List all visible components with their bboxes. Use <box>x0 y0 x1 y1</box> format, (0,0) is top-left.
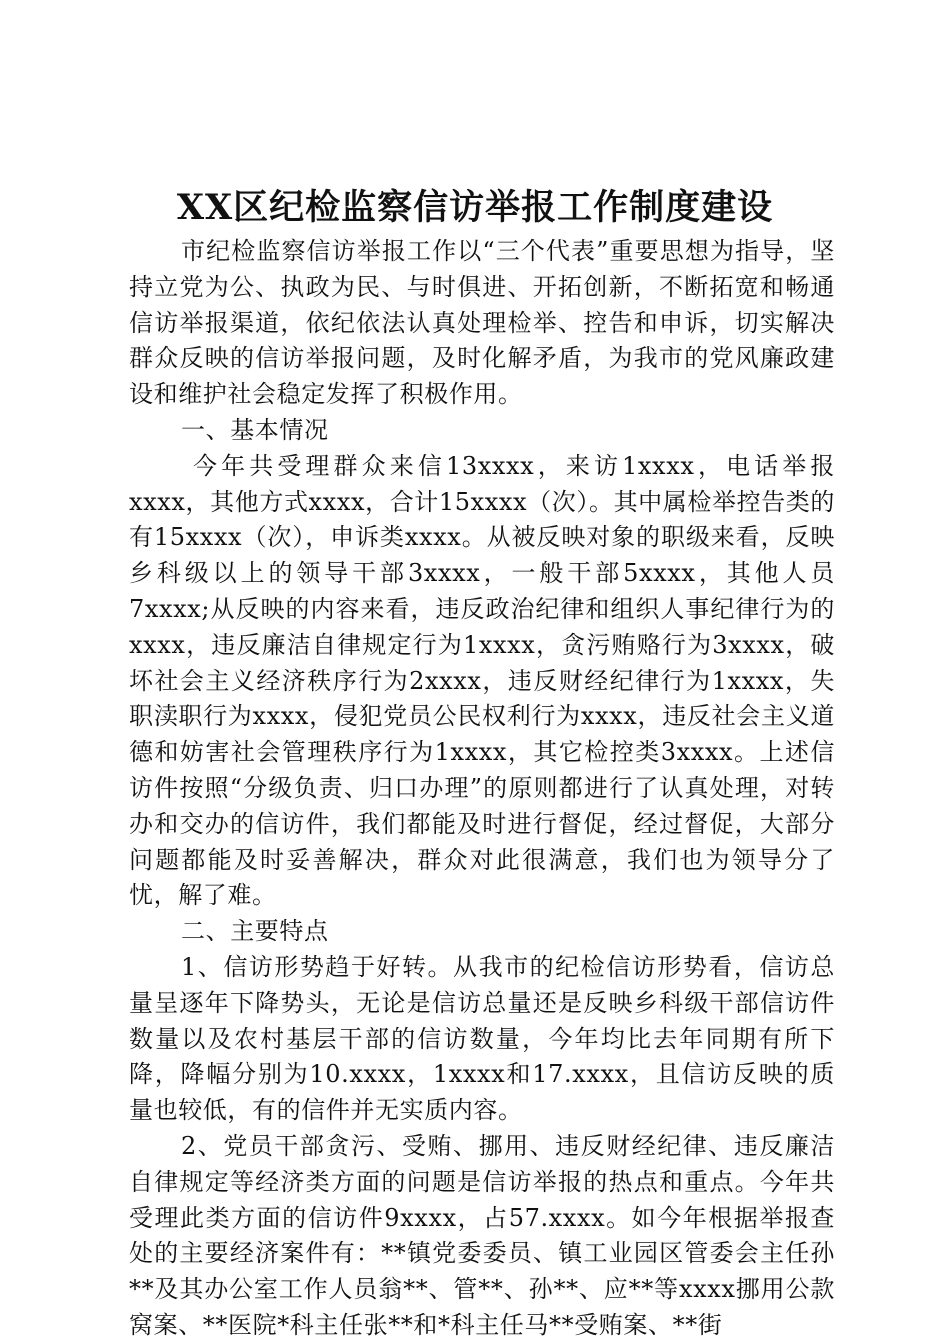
paragraph-feature-2: 2、党员干部贪污、受贿、挪用、违反财经纪律、违反廉洁自律规定等经济类方面的问题是信访举报的热点和重点。今年共受理此类方面的信访件9xxxx，占57.xxxx。如今年根据举报查处的主要经济案件有：**镇党委委员、镇工业园区管委会主任孙**及其办公室工作人员翁**、管**、孙**、应**等xxxx挪用公款窝案、**医院*科主任张**和*科主任马**受贿案、**街 <box>129 1131 835 1339</box>
document-title: XX区纪检监察信访举报工作制度建设 <box>176 187 774 228</box>
section-heading-basic: 一、基本情况 <box>181 415 329 444</box>
paragraph-intro: 市纪检监察信访举报工作以“三个代表”重要思想为指导，坚持立党为公、执政为民、与时俱进、开拓创新，不断拓宽和畅通信访举报渠道，依纪依法认真处理检举、控告和申诉，切实解决群众反映的信访举报问题，及时化解矛盾，为我市的党风廉政建设和维护社会稳定发挥了积极作用。 <box>129 237 835 409</box>
paragraph-basic-situation: 今年共受理群众来信13xxxx，来访1xxxx，电话举报xxxx，其他方式xxxx，合计15xxxx（次）。其中属检举控告类的有15xxxx（次），申诉类xxxx。从被反映对象的职级来看，反映乡科级以上的领导干部3xxxx，一般干部5xxxx，其他人员7xxxx;从反映的内容来看，违反政治纪律和组织人事纪律行为的xxxx，违反廉洁自律规定行为1xxxx，贪污贿赂行为3xxxx，破坏社会主义经济秩序行为2xxxx，违反财经纪律行为1xxxx，失职渎职行为xxxx，侵犯党员公民权利行为xxxx，违反社会主义道德和妨害社会管理秩序行为1xxxx，其它检控类3xxxx。上述信访件按照“分级负责、归口办理”的原则都进行了认真处理，对转办和交办的信访件，我们都能及时进行督促，经过督促，大部分问题都能及时妥善解决，群众对此很满意，我们也为领导分了忧，解了难。 <box>129 451 835 910</box>
document-body <box>129 234 835 1344</box>
section-heading-features: 二、主要特点 <box>181 917 329 946</box>
paragraph-feature-1: 1、信访形势趋于好转。从我市的纪检信访形势看，信访总量呈逐年下降势头，无论是信访总量还是反映乡科级干部信访件数量以及农村基层干部的信访数量，今年均比去年同期有所下降，降幅分别为10.xxxx，1xxxx和17.xxxx，且信访反映的质量也较低，有的信件并无实质内容。 <box>129 952 835 1125</box>
